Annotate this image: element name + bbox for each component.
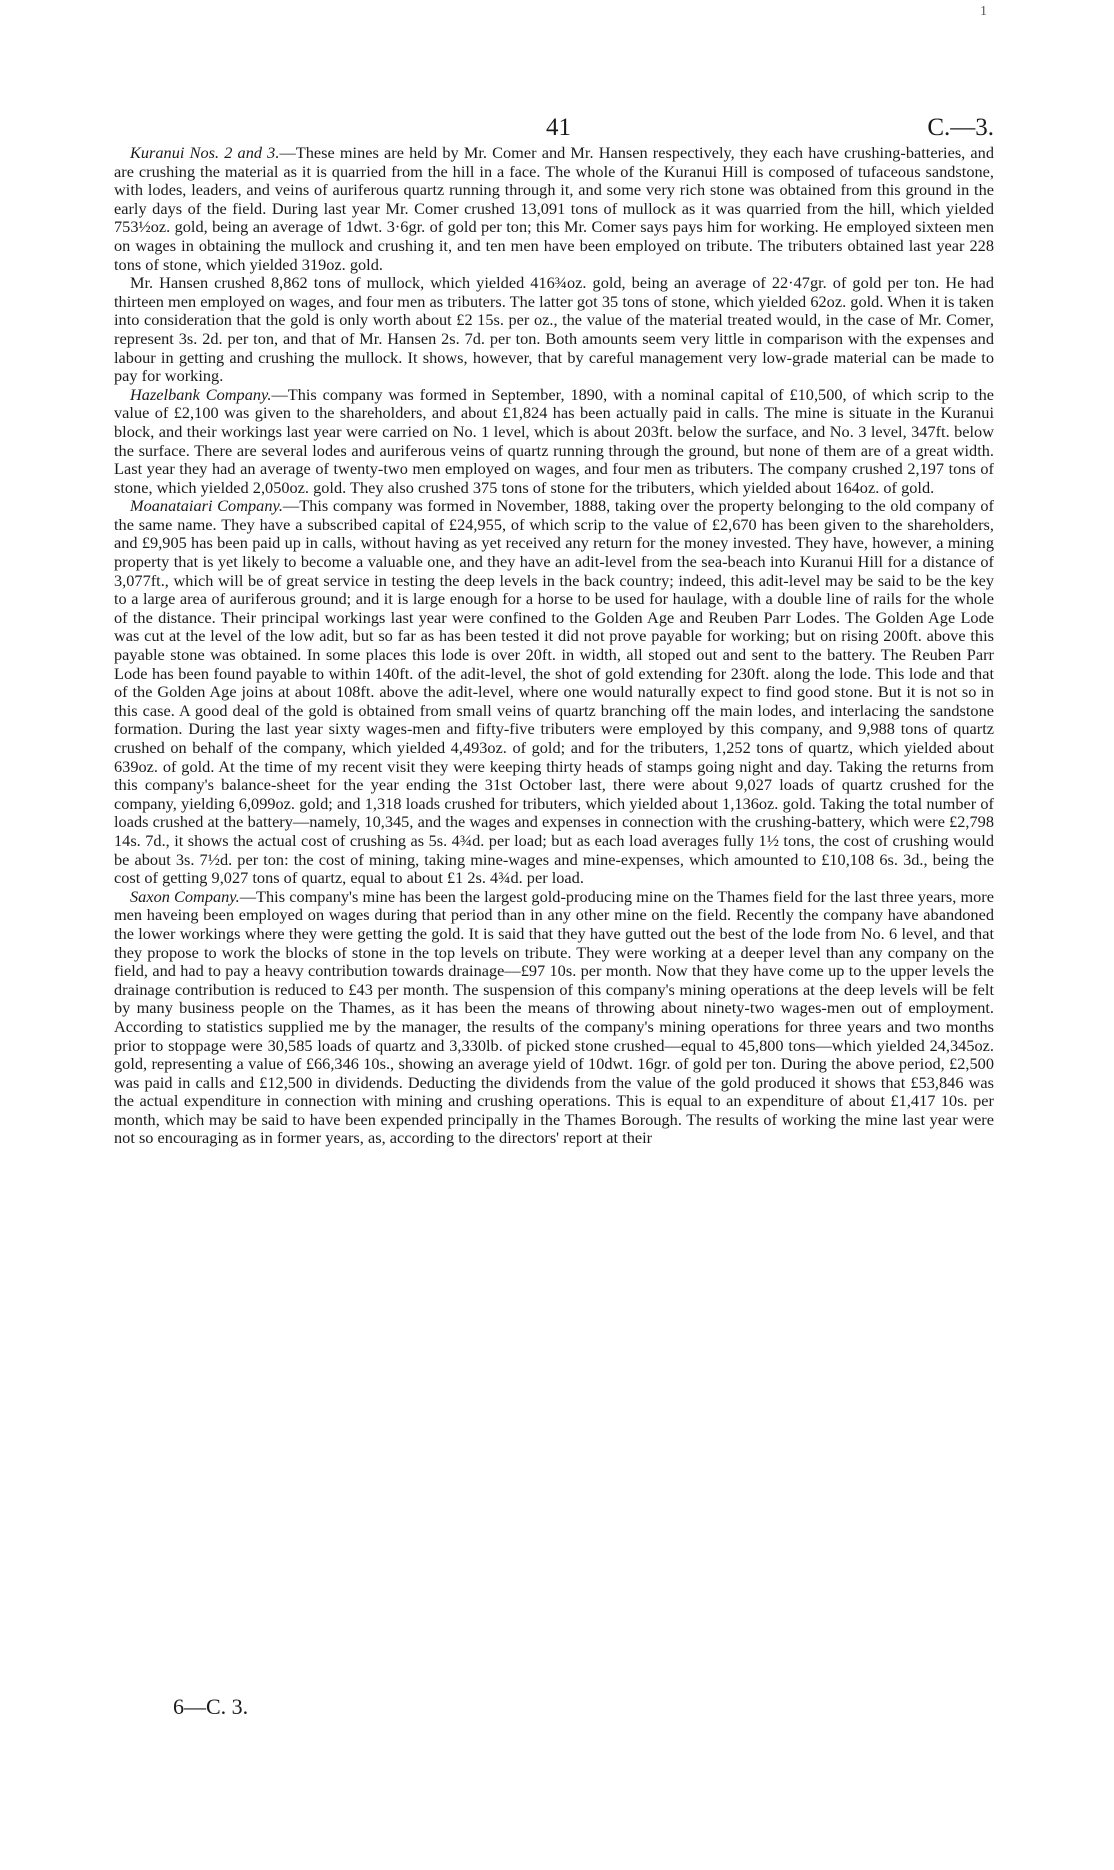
corner-mark: 1	[980, 4, 987, 19]
paragraph-text: —This company's mine has been the largest gold-producing mine on the Thames field for the last three years, more men haveing been employed on wages during that period than in any other mine on the field. Recently the company have abandoned the lower workings where they were getting the gold. It is said that they have gutted out the best of the lode from No. 6 level, and that they propose to work the blocks of stone in the top levels on tribute. They were working at a deeper level than any company on the field, and had to pay a heavy contribution towards drainage—£97 10s. per month. Now that they have come up to the upper levels the drainage contribution is reduced to £43 per month. The suspension of this company's mining operations at the deep levels will be felt by many business people on the Thames, as it has been the means of throwing about ninety-two wages-men out of employment. According to statistics supplied me by the manager, the results of the company's mining operations for three years and two months prior to stoppage were 30,585 loads of quartz and 3,330lb. of picked stone crushed—equal to 45,800 tons—which yielded 24,345oz. gold, representing a value of £66,346 10s., showing an average yield of 10dwt. 16gr. of gold per ton. During the above period, £2,500 was paid in calls and £12,500 in dividends. Deducting the dividends from the value of the gold produced it shows that £53,846 was the actual expenditure in connection with mining and crushing operations. This is equal to an expenditure of about £1,417 10s. per month, which may be said to have been expended principally in the Thames Borough. The results of working the mine last year were not so encouraging as in former years, as, according to the directors' report at their	[114, 886, 994, 1148]
section-heading: Saxon Company.	[130, 886, 240, 906]
section-heading: Kuranui Nos. 2 and 3.	[130, 143, 280, 162]
section-heading: Moanataiari Company.	[130, 496, 283, 516]
document-page	[114, 92, 994, 1148]
paragraph-hansen	[114, 274, 994, 386]
paragraph-text: —These mines are held by Mr. Comer and Mr. Hansen respectively, they each have crushing-batteries, and are crushing the material as it is quarried from the hill in a face. The whole of the Kuranui Hill is composed of tufaceous sandstone, with lodes, leaders, and veins of auriferous quartz running through it, and some very rich stone was obtained from this ground in the early days of the field. During last year Mr. Comer crushed 13,091 tons of mullock as it was quarried from the hill, which yielded 753½oz. gold, being an average of 1dwt. 3·6gr. of gold per ton; this Mr. Comer says pays him for working. He employed sixteen men on wages in obtaining the mullock and crushing it, and ten men have been employed on tribute. The tributers obtained last year 228 tons of stone, which yielded 319oz. gold.	[114, 143, 994, 274]
paragraph-saxon	[114, 888, 994, 1148]
page-header	[114, 92, 994, 141]
paragraph-text: —This company was formed in November, 1888, taking over the property belonging to the old company of the same name. They have a subscribed capital of £24,955, of which scrip to the value of £2,670 has been given to the shareholders, and £9,905 has been paid up in calls, without having as yet received any return for the money invested. They have, however, a mining property that is yet likely to become a valuable one, and they have an adit-level from the sea-beach into Kuranui Hill for a distance of 3,077ft., which will be of great service in testing the deep levels in the back country; indeed, this adit-level may be said to be the key to a large area of auriferous ground; and it is large enough for a horse to be used for haulage, with a double line of rails for the whole of the distance. Their principal workings last year were confined to the Golden Age and Reuben Parr Lodes. The Golden Age Lode was cut at the level of the low adit, but so far as has been tested it did not prove payable for working; but on rising 200ft. above this payable stone was obtained. In some places this lode is over 20ft. in width, all stoped out and sent to the battery. The Reuben Parr Lode has been found payable to within 140ft. of the adit-level, the shot of gold extending for 230ft. along the lode. This lode and that of the Golden Age joins at about 108ft. above the adit-level, where one would naturally expect to find good stone. But it is not so in this case. A good deal of the gold is obtained from small veins of quartz branching off the main lodes, and interlacing the sandstone formation. During the last year sixty wages-men and fifty-five tributers were employed by this company, and 9,988 tons of quartz crushed on behalf of the company, which yielded 4,493oz. of gold; and for the tributers, 1,252 tons of quartz, which yielded about 639oz. of gold. At the time of my recent visit they were keeping thirty heads of stamps going night and day. Taking the returns from this company's balance-sheet for the year ending the 31st October last, there were about 9,027 loads of quartz crushed for the company, yielding 6,099oz. gold; and 1,318 loads crushed for tributers, which yielded about 1,136oz. gold. Taking the total number of loads crushed at the battery—namely, 10,345, and the wages and expenses in connection with the crushing-battery, which were £2,798 14s. 7d., it shows the actual cost of crushing as 5s. 4¾d. per load; but as each load averages fully 1½ tons, the cost of crushing would be about 3s. 7½d. per ton: the cost of mining, taking mine-wages and mine-expenses, which amounted to £10,108 6s. 3d., being the cost of getting 9,027 tons of quartz, equal to about £1 2s. 4¾d. per load.	[114, 496, 994, 888]
signature-mark: 6—C. 3.	[173, 1694, 249, 1719]
paragraph-text: Mr. Hansen crushed 8,862 tons of mullock, which yielded 416¾oz. gold, being an average of 22·47gr. of gold per ton. He had thirteen men employed on wages, and four men as tributers. The latter got 35 tons of stone, which yielded 62oz. gold. When it is taken into consideration that the gold is only worth about £2 15s. per oz., the value of the material treated would, in the case of Mr. Comer, represent 3s. 2d. per ton, and that of Mr. Hansen 2s. 7d. per ton. Both amounts seem very little in comparison with the expenses and labour in getting and crushing the mullock. It shows, however, that by careful management very low-grade material can be made to pay for working.	[114, 273, 994, 386]
document-reference: C.—3.	[927, 114, 994, 141]
paragraph-text: —This company was formed in September, 1890, with a nominal capital of £10,500, of which scrip to the value of £2,100 was given to the shareholders, and about £1,824 has been actually paid in calls. The mine is situate in the Kuranui block, and their workings last year were carried on No. 1 level, which is about 203ft. below the surface, and No. 3 level, 347ft. below the surface. There are several lodes and auriferous veins of quartz running through the ground, but none of them are of a great width. Last year they had an average of twenty-two men employed on wages, and four men as tributers. The company crushed 2,197 tons of stone, which yielded 2,050oz. gold. They also crushed 375 tons of stone for the tributers, which yielded about 164oz. of gold.	[114, 384, 994, 497]
paragraph-kuranui	[114, 144, 994, 274]
section-heading: Hazelbank Company.	[130, 384, 272, 404]
paragraph-hazelbank	[114, 386, 994, 498]
page-number: 41	[546, 114, 571, 141]
body-text	[114, 144, 994, 1148]
paragraph-moanataiari	[114, 497, 994, 887]
